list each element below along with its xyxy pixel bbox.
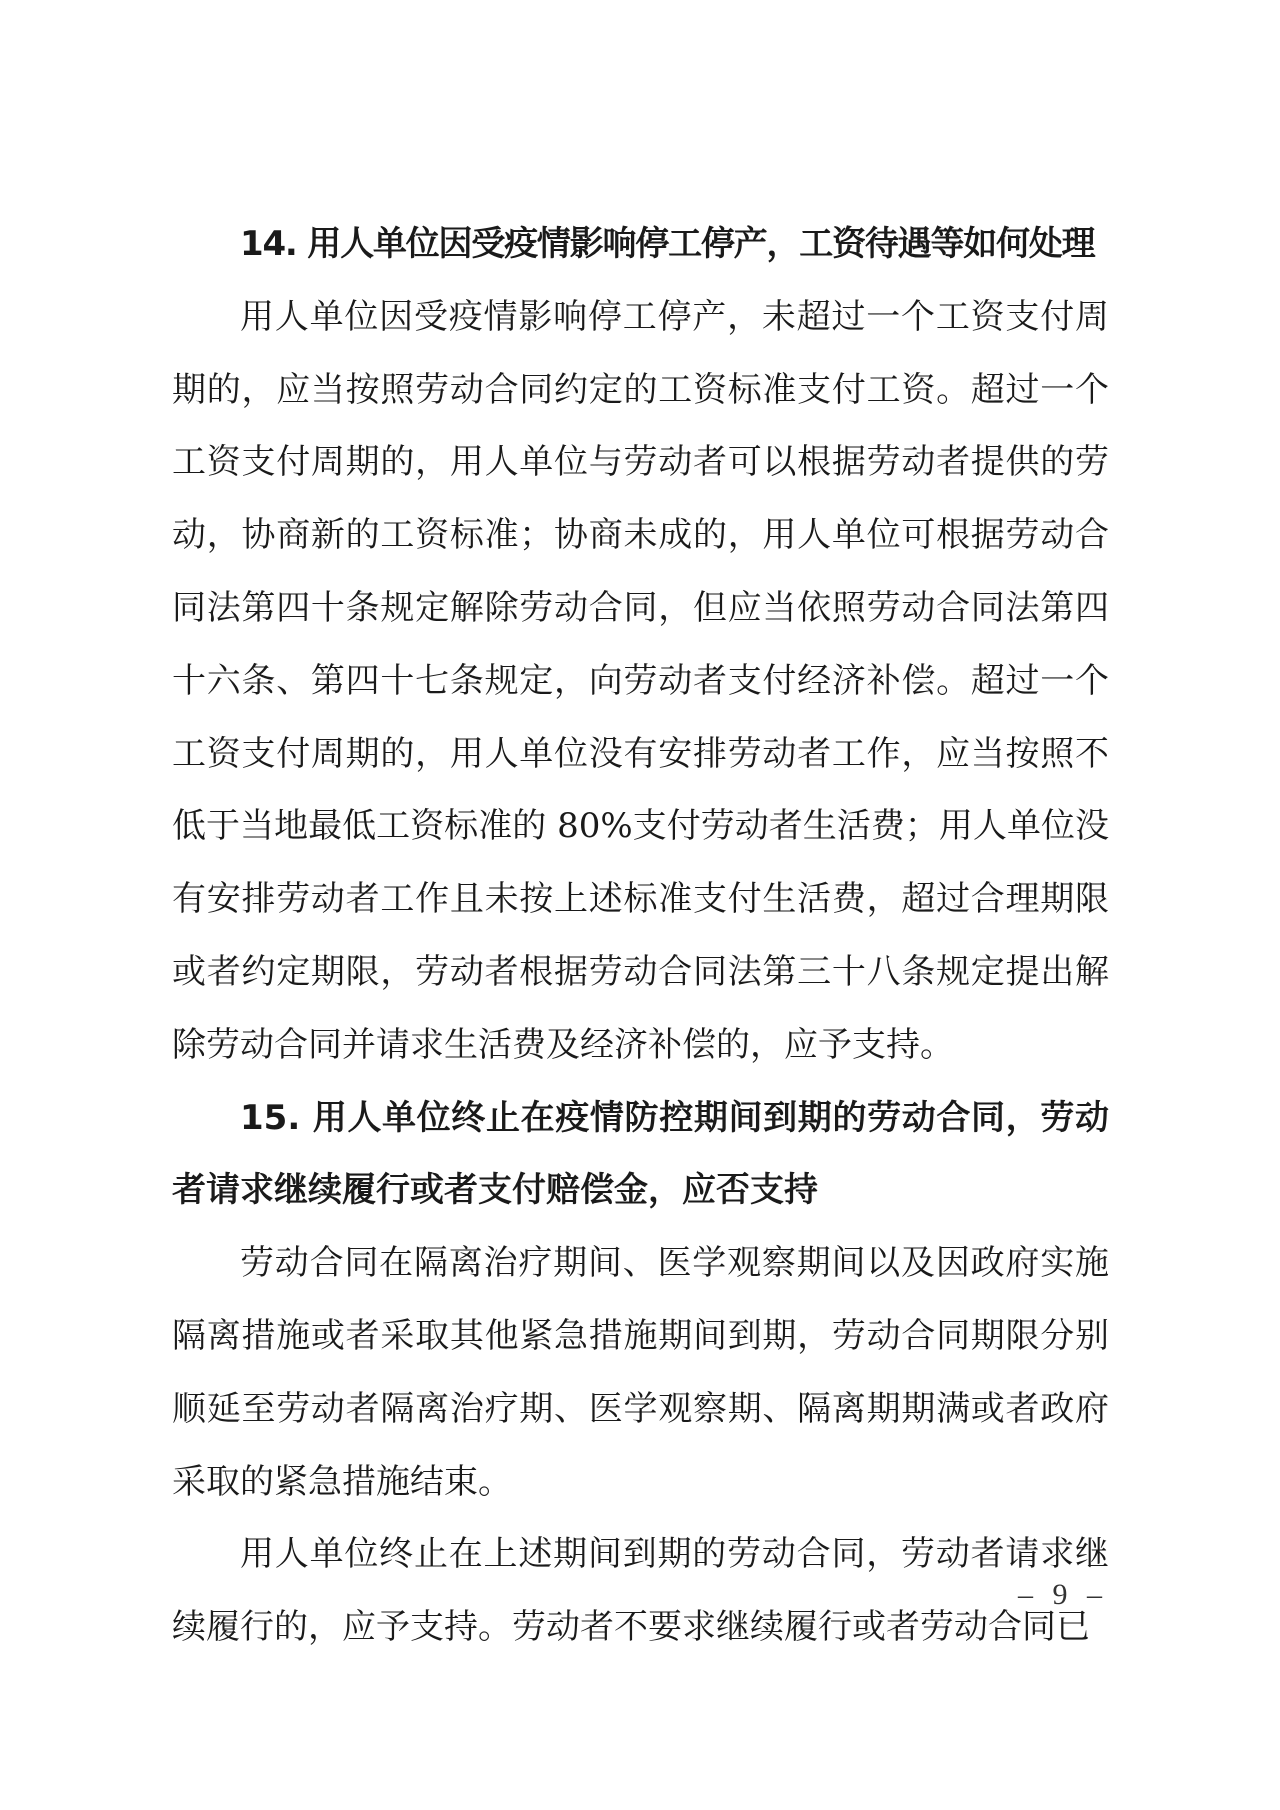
section-14-paragraph-1: 用人单位因受疫情影响停工停产，未超过一个工资支付周期的，应当按照劳动合同约定的工资标准支付工资。超过一个工资支付周期的，用人单位与劳动者可以根据劳动者提供的劳动，协商新的工资标准；协商未成的，用人单位可根据劳动合同法第四十条规定解除劳动合同，但应当依照劳动合同法第四十六条、第四十七条规定，向劳动者支付经济补偿。超过一个工资支付周期的，用人单位没有安排劳动者工作，应当按照不低于当地最低工资标准的 80%支付劳动者生活费；用人单位没有安排劳动者工作且未按上述标准支付生活费，超过合理期限或者约定期限，劳动者根据劳动合同法第三十八条规定提出解除劳动合同并请求生活费及经济补偿的，应予支持。 — [172, 296, 1109, 1065]
document-body — [172, 208, 1109, 1664]
section-15-paragraph-1: 劳动合同在隔离治疗期间、医学观察期间以及因政府实施隔离措施或者采取其他紧急措施期间到期，劳动合同期限分别顺延至劳动者隔离治疗期、医学观察期、隔离期期满或者政府采取的紧急措施结束。 — [172, 1243, 1109, 1502]
section-15-paragraph-2: 用人单位终止在上述期间到期的劳动合同，劳动者请求继续履行的，应予支持。劳动者不要求继续履行或者劳动合同已 — [172, 1534, 1109, 1648]
section-heading-15: 15. 用人单位终止在疫情防控期间到期的劳动合同，劳动者请求继续履行或者支付赔偿金，应否支持 — [172, 1097, 1109, 1211]
page-number: – 9 – — [1018, 1578, 1108, 1611]
section-heading-14: 14. 用人单位因受疫情影响停工停产，工资待遇等如何处理 — [240, 224, 1095, 264]
